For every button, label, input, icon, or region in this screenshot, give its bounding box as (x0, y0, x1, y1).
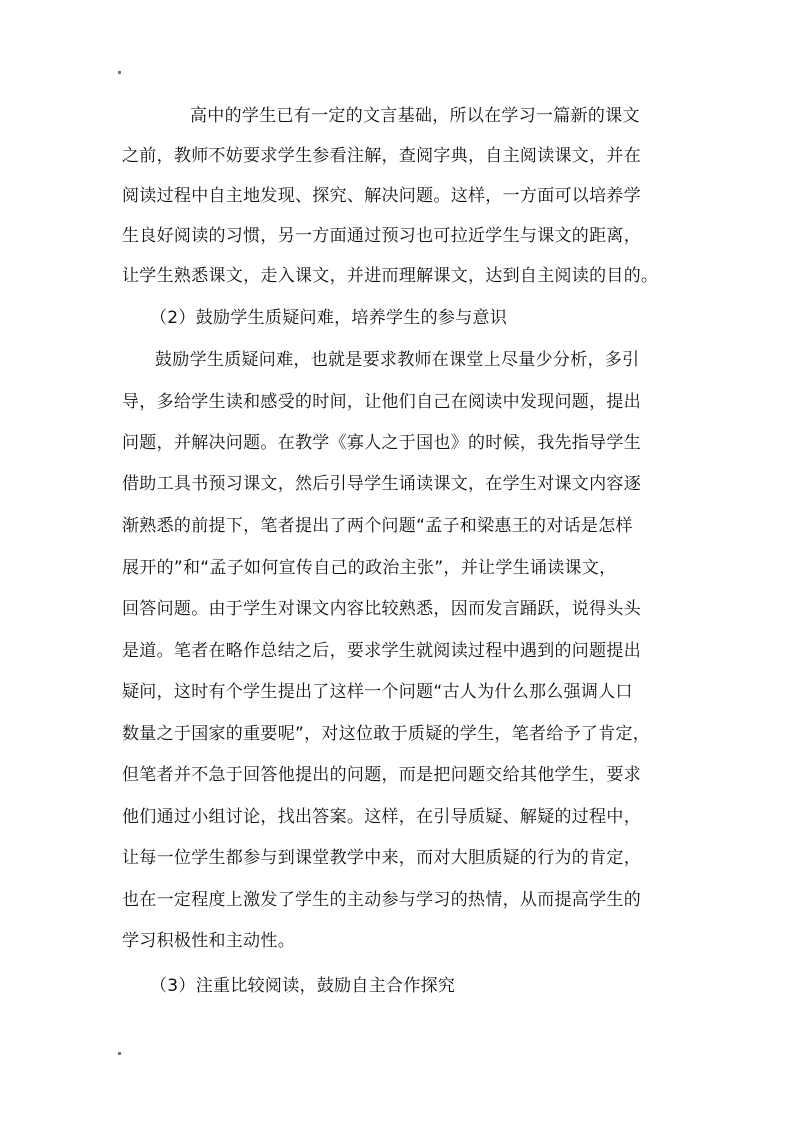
paragraph-1-line-4: 生良好阅读的习惯，另一方面通过预习也可拉近学生与课文的距离， (122, 226, 641, 246)
paragraph-2-line-3: 问题，并解决问题。在教学《寡人之于国也》的时候，我先指导学生 (122, 433, 641, 453)
paragraph-2-line-10: 数量之于国家的重要呢”，对这位敢于质疑的学生，笔者给予了肯定， (122, 724, 651, 744)
paragraph-1-line-5: 让学生熟悉课文，走入课文，并进而理解课文，达到自主阅读的目的。 (122, 266, 659, 286)
paragraph-1-line-1: 高中的学生已有一定的文言基础，所以在学习一篇新的课文 (190, 106, 640, 126)
paragraph-2-line-8: 是道。笔者在略作总结之后，要求学生就阅读过程中遇到的问题提出 (122, 641, 641, 661)
paragraph-2-line-4: 借助工具书预习课文，然后引导学生诵读课文，在学生对课文内容逐 (122, 474, 641, 494)
paragraph-2-line-5: 渐熟悉的前提下，笔者提出了两个问题“孟子和梁惠王的对话是怎样 (122, 516, 633, 536)
page-corner-mark-bottom (118, 1052, 121, 1055)
paragraph-2-line-15: 学习积极性和主动性。 (122, 931, 295, 951)
section-heading-3: （3）注重比较阅读，鼓励自主合作探究 (150, 976, 456, 996)
paragraph-1-line-3: 阅读过程中自主地发现、探究、解决问题。这样，一方面可以培养学 (122, 186, 641, 206)
paragraph-2-line-11: 但笔者并不急于回答他提出的问题，而是把问题交给其他学生，要求 (122, 765, 641, 785)
paragraph-2-line-1: 鼓励学生质疑问难，也就是要求教师在课堂上尽量少分析，多引 (155, 350, 640, 370)
paragraph-2-line-14: 也在一定程度上激发了学生的主动参与学习的热情，从而提高学生的 (122, 890, 641, 910)
paragraph-2-line-13: 让每一位学生都参与到课堂教学中来，而对大胆质疑的行为的肯定， (122, 848, 641, 868)
paragraph-2-line-12: 他们通过小组讨论，找出答案。这样，在引导质疑、解疑的过程中， (122, 807, 641, 827)
paragraph-2-line-9: 疑问，这时有个学生提出了这样一个问题“古人为什么那么强调人口 (122, 682, 633, 702)
paragraph-2-line-7: 回答问题。由于学生对课文内容比较熟悉，因而发言踊跃，说得头头 (122, 599, 641, 619)
paragraph-2-line-6: 展开的”和“孟子如何宣传自己的政治主张”，并让学生诵读课文， (122, 558, 617, 578)
page-corner-mark-top (118, 71, 121, 74)
paragraph-2-line-2: 导，多给学生读和感受的时间，让他们自己在阅读中发现问题，提出 (122, 392, 641, 412)
paragraph-1-line-2: 之前，教师不妨要求学生参看注解，查阅字典，自主阅读课文，并在 (122, 146, 641, 166)
section-heading-2: （2）鼓励学生质疑问难，培养学生的参与意识 (150, 308, 508, 328)
